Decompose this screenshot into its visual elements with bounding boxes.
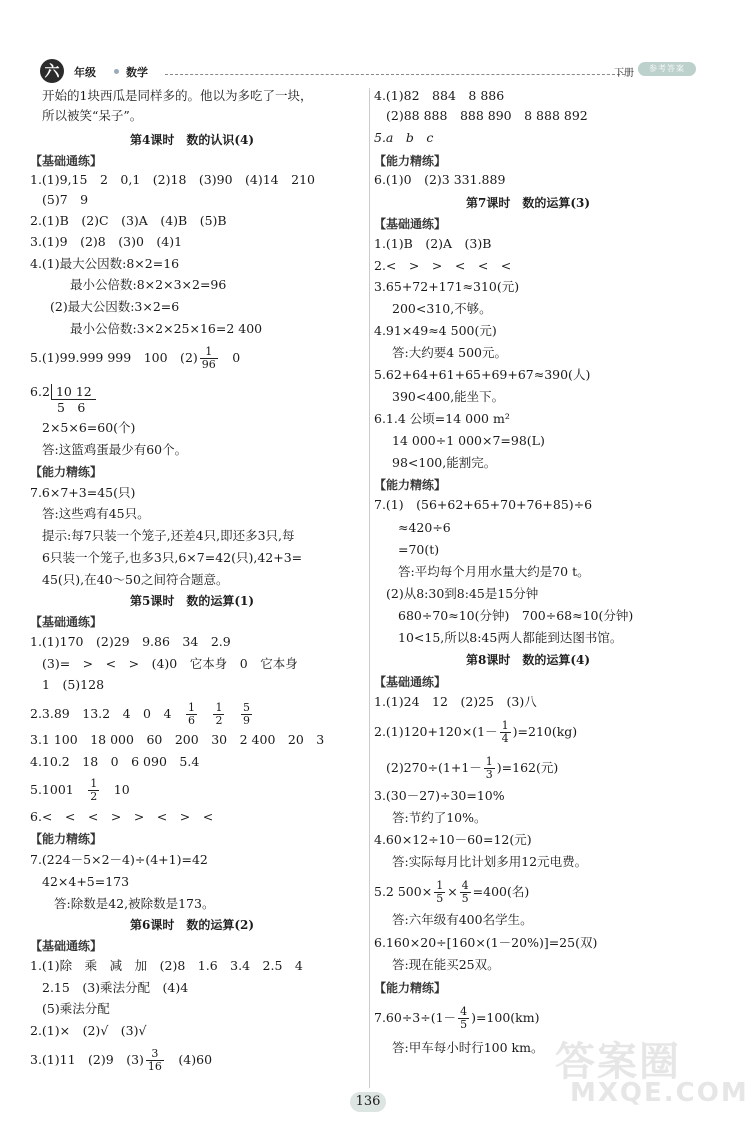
answer-line: 2.15 (3)乘法分配 (4)4 <box>42 980 189 995</box>
answer-line: 4.(1)82 884 8 886 <box>374 88 505 103</box>
lesson-title: 第7课时 数的运算(3) <box>466 196 591 210</box>
answer-line: 1.(1)24 12 (2)25 (3)八 <box>374 694 537 709</box>
answer-line: 答:六年级有400名学生。 <box>392 912 533 927</box>
answer-line: 6只装一个笼子,也多3只,6×7=42(只),42+3= <box>42 550 303 565</box>
answer-line: (3)= > < > (4)0 它本身 0 它本身 <box>42 656 298 671</box>
separator-dot-icon <box>114 69 119 74</box>
lesson-title: 第6课时 数的运算(2) <box>130 918 255 932</box>
answer-line <box>374 880 529 905</box>
answer-line: 答:这篮鸡蛋最少有60个。 <box>42 442 188 457</box>
answer-text: 0 <box>232 350 241 365</box>
section-heading: 【基础通练】 <box>30 939 103 953</box>
answer-line: 7.6×7+3=45(只) <box>30 485 136 500</box>
answer-text: 5.2 500× <box>374 884 433 899</box>
fraction: $\frac{4}{5}$ <box>460 1005 468 1031</box>
page-header <box>30 56 720 86</box>
answer-line: (2)最大公因数:3×2=6 <box>50 299 180 314</box>
answer-line: 答:现在能买25双。 <box>392 957 500 972</box>
answer-text: × <box>447 884 458 899</box>
answer-line: 提示:每7只装一个笼子,还差4只,即还多3只,每 <box>42 528 295 543</box>
section-heading: 【基础通练】 <box>30 615 103 629</box>
answer-badge: 参考答案 <box>638 62 696 76</box>
answer-text: =400(名) <box>472 884 530 899</box>
text-line: 所以被笑“呆子”。 <box>42 108 143 123</box>
fraction: $\frac{1}{96}$ <box>201 345 216 371</box>
answer-line: 200<310,不够。 <box>392 301 492 316</box>
column-divider <box>369 88 370 1088</box>
answer-text: 5.(1)99.999 999 100 (2) <box>30 350 198 365</box>
answer-text: (2)270÷(1+1－ <box>386 760 482 775</box>
fraction: $\frac{1}{3}$ <box>485 755 493 781</box>
section-heading: 【能力精练】 <box>374 478 447 492</box>
answer-line: 3.(30－27)÷30=10% <box>374 788 505 803</box>
answer-line <box>386 756 558 781</box>
answer-line: 答:除数是42,被除数是173。 <box>54 896 215 911</box>
answer-line: 2.(1)× (2)√ (3)√ <box>30 1023 147 1038</box>
answer-text: 6. <box>30 384 42 399</box>
answer-line: 680÷70≈10(分钟) 700÷68≈10(分钟) <box>398 608 634 623</box>
answer-line: 3.1 100 18 000 60 200 30 2 400 20 3 <box>30 732 325 747</box>
answer-line: 4.91×49≈4 500(元) <box>374 323 497 338</box>
answer-line: 390<400,能坐下。 <box>392 389 505 404</box>
answer-text: 10 <box>113 782 130 797</box>
answer-line: 1.(1)B (2)A (3)B <box>374 236 492 251</box>
answer-line: 6.(1)0 (2)3 331.889 <box>374 172 506 187</box>
answer-line <box>30 346 240 371</box>
answer-line: 5.a b c <box>374 130 434 145</box>
answer-line: 3.(1)9 (2)8 (3)0 (4)1 <box>30 234 183 249</box>
answer-line: 7.(1) (56+62+65+70+76+85)÷6 <box>374 497 593 512</box>
answer-line: (5)7 9 <box>42 192 89 207</box>
fraction: $\frac{3}{16}$ <box>147 1047 162 1073</box>
answer-line: =70(t) <box>398 542 440 557</box>
header-rule <box>165 74 625 75</box>
fraction: $\frac{1}{2}$ <box>215 701 223 727</box>
section-heading: 【基础通练】 <box>374 675 447 689</box>
answer-line: 7.(224－5×2－4)÷(4+1)=42 <box>30 852 208 867</box>
answer-line: 答:实际每月比计划多用12元电费。 <box>392 854 588 869</box>
answer-line: 6.1.4 公顷=14 000 m² <box>374 411 510 426</box>
watermark-logo: 答案圈 <box>555 1039 681 1085</box>
answer-line: 2×5×6=60(个) <box>42 420 136 435</box>
answer-line: 答:平均每个月用水量大约是70 t。 <box>398 564 590 579</box>
answer-line: 98<100,能割完。 <box>392 455 497 470</box>
answer-line <box>374 720 577 745</box>
volume-label: 下册 <box>614 68 634 79</box>
answer-line: 最小公倍数:8×2×3×2=96 <box>70 277 227 292</box>
answer-line: 答:大约要4 500元。 <box>392 345 507 360</box>
answer-line <box>30 702 254 727</box>
section-heading: 【能力精练】 <box>374 981 447 995</box>
answer-text: 2.3.89 13.2 4 0 4 <box>30 706 172 721</box>
answer-line: (2)88 888 888 890 8 888 892 <box>386 108 588 123</box>
answer-text: )=162(元) <box>496 760 559 775</box>
section-heading: 【能力精练】 <box>30 465 103 479</box>
grade-badge: 六 <box>40 59 64 83</box>
answer-line: 最小公倍数:3×2×25×16=2 400 <box>70 321 263 336</box>
lesson-title: 第8课时 数的运算(4) <box>466 653 591 667</box>
answer-line: 2.(1)B (2)C (3)A (4)B (5)B <box>30 213 227 228</box>
answer-text: )=210(kg) <box>512 724 578 739</box>
answer-line: 1.(1)9,15 2 0,1 (2)18 (3)90 (4)14 210 <box>30 172 315 187</box>
subject-label: 数学 <box>126 66 148 79</box>
short-division: 2 10 12 5 6 <box>42 384 132 414</box>
answer-line: 4.(1)最大公因数:8×2=16 <box>30 256 180 271</box>
answer-line: (2)从8:30到8:45是15分钟 <box>386 586 539 601</box>
answer-text: 5.1001 <box>30 782 74 797</box>
fraction: $\frac{1}{4}$ <box>501 719 509 745</box>
answer-line <box>30 778 130 803</box>
answer-text: 2.(1)120+120×(1－ <box>374 724 498 739</box>
answer-line <box>30 384 132 414</box>
answer-line: 答:甲车每小时行100 km。 <box>392 1040 544 1055</box>
answer-line: 1.(1)170 (2)29 9.86 34 2.9 <box>30 634 231 649</box>
answer-line <box>30 1048 212 1073</box>
answer-line: 45(只),在40～50之间符合题意。 <box>42 572 229 587</box>
answer-line: 3.65+72+171≈310(元) <box>374 279 520 294</box>
answer-line: 2.< > > < < < <box>374 258 512 273</box>
answer-text: 3.(1)11 (2)9 (3) <box>30 1052 144 1067</box>
fraction: $\frac{1}{2}$ <box>90 777 98 803</box>
answer-text: )=100(km) <box>471 1010 540 1025</box>
fraction: $\frac{4}{5}$ <box>461 879 469 905</box>
section-heading: 【能力精练】 <box>30 832 103 846</box>
answer-line: (5)乘法分配 <box>42 1001 110 1016</box>
answer-line: 6.< < < > > < > < <box>30 809 214 824</box>
section-heading: 【基础通练】 <box>30 154 103 168</box>
lesson-title: 第5课时 数的运算(1) <box>130 594 255 608</box>
answer-line: ≈420÷6 <box>398 520 451 535</box>
answer-line: 4.10.2 18 0 6 090 5.4 <box>30 754 200 769</box>
answer-line: 1 (5)128 <box>42 677 105 692</box>
answer-text: 7.60÷3÷(1－ <box>374 1010 457 1025</box>
text-line: 开始的1块西瓜是同样多的。他以为多吃了一块， <box>42 88 313 103</box>
answer-text: (4)60 <box>178 1052 213 1067</box>
page-number: 136 <box>350 1092 386 1112</box>
answer-line: 答:这些鸡有45只。 <box>42 506 150 521</box>
fraction: $\frac{1}{5}$ <box>436 879 444 905</box>
section-heading: 【基础通练】 <box>374 217 447 231</box>
answer-line: 4.60×12÷10－60=12(元) <box>374 832 532 847</box>
grade-label: 年级 <box>74 66 96 79</box>
lesson-title: 第4课时 数的认识(4) <box>130 133 255 147</box>
fraction: $\frac{1}{6}$ <box>187 701 195 727</box>
answer-line: 14 000÷1 000×7=98(L) <box>392 433 545 448</box>
answer-line: 42×4+5=173 <box>42 874 130 889</box>
watermark-url: MXQE.COM <box>570 1078 749 1108</box>
answer-line: 10<15,所以8:45两人都能到达图书馆。 <box>398 630 623 645</box>
answer-line: 答:节约了10%。 <box>392 810 487 825</box>
section-heading: 【能力精练】 <box>374 154 447 168</box>
answer-line: 5.62+64+61+65+69+67≈390(人) <box>374 367 591 382</box>
fraction: $\frac{5}{9}$ <box>243 701 250 727</box>
answer-line <box>374 1006 539 1031</box>
answer-line: 1.(1)除 乘 减 加 (2)8 1.6 3.4 2.5 4 <box>30 958 303 973</box>
answer-line: 6.160×20÷[160×(1－20%)]=25(双) <box>374 935 598 950</box>
